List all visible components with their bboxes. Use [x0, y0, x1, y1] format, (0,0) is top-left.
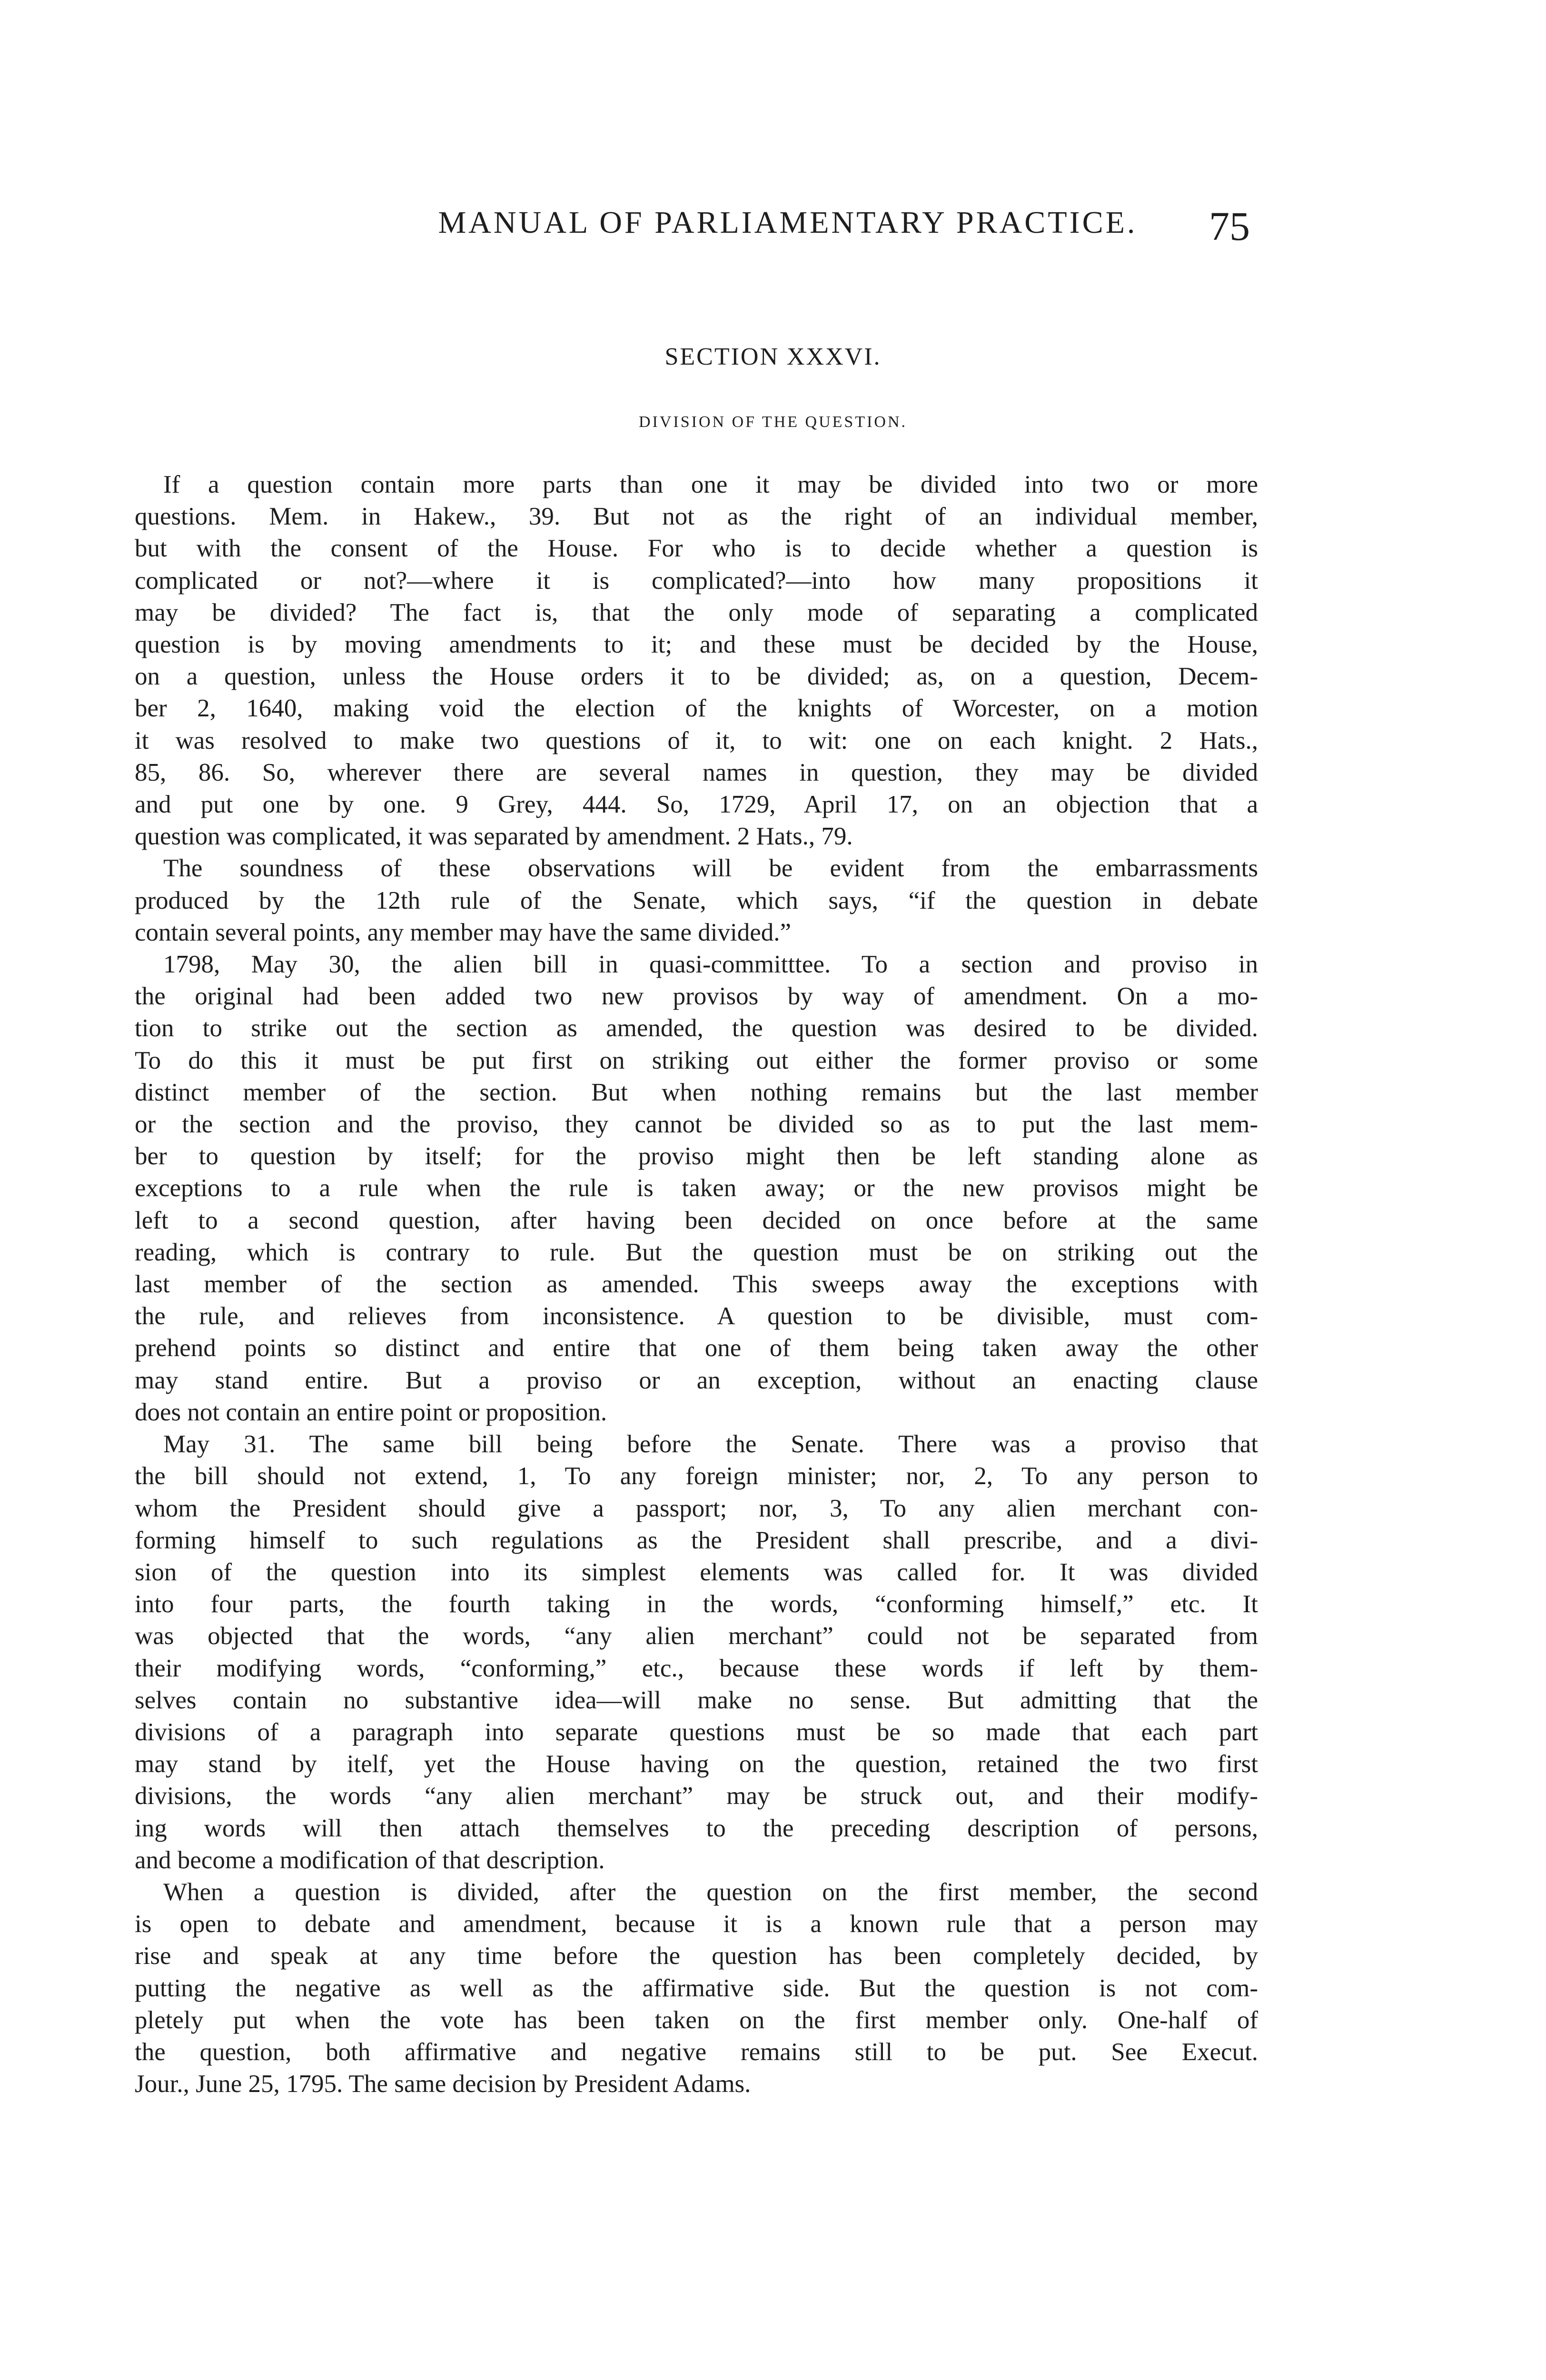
text-line: last member of the section as amended. This sweeps away the exceptions with	[135, 1270, 1258, 1299]
text-line: the question, both affirmative and negative remains still to be put. See Execut.	[135, 2038, 1258, 2066]
text-line: was objected that the words, “any alien merchant” could not be separated from	[135, 1622, 1258, 1650]
paragraph-may-31	[135, 1428, 1258, 1876]
text-line: is open to debate and amendment, because it is a known rule that a person may	[135, 1910, 1258, 1938]
text-line: contain several points, any member may have the same divided.”	[135, 918, 792, 946]
text-line: ber to question by itself; for the proviso might then be left standing alone as	[135, 1142, 1258, 1170]
text-line: may stand by itelf, yet the House having on the question, retained the two first	[135, 1750, 1258, 1778]
text-line: into four parts, the fourth taking in the words, “conforming himself,” etc. It	[135, 1590, 1258, 1618]
text-line: their modifying words, “conforming,” etc., because these words if left by them-	[135, 1654, 1258, 1682]
text-line: putting the negative as well as the affirmative side. But the question is not com-	[135, 1974, 1258, 2002]
section-subtitle: DIVISION OF THE QUESTION.	[638, 413, 907, 431]
text-line: forming himself to such regulations as the President shall prescribe, and a divi-	[135, 1526, 1258, 1554]
text-line: the bill should not extend, 1, To any foreign minister; nor, 2, To any person to	[135, 1462, 1258, 1490]
running-title: MANUAL OF PARLIAMENTARY PRACTICE.	[438, 205, 1138, 240]
text-line: does not contain an entire point or proposition.	[135, 1398, 607, 1426]
text-line: the original had been added two new provisos by way of amendment. On a mo-	[135, 982, 1258, 1011]
text-line: divisions, the words “any alien merchant” may be struck out, and their modify-	[135, 1782, 1258, 1810]
text-line: When a question is divided, after the question on the first member, the second	[163, 1878, 1258, 1906]
text-line: on a question, unless the House orders it to be divided; as, on a question, Decem-	[135, 663, 1258, 691]
text-line: 85, 86. So, wherever there are several names in question, they may be divided	[135, 758, 1258, 786]
paragraph-divided-question	[135, 1876, 1258, 2100]
text-line: pletely put when the vote has been taken on the first member only. One-half of	[135, 2006, 1258, 2034]
text-line: Jour., June 25, 1795. The same decision by President Adams.	[135, 2070, 751, 2098]
text-line: reading, which is contrary to rule. But the question must be on striking out the	[135, 1238, 1258, 1266]
text-line: left to a second question, after having been decided on once before at the same	[135, 1206, 1258, 1234]
text-line: question is by moving amendments to it; and these must be decided by the House,	[135, 631, 1258, 659]
text-line: tion to strike out the section as amended, the question was desired to be divided.	[135, 1014, 1258, 1042]
paragraph-alien-bill-may-30	[135, 949, 1258, 1428]
text-line: the rule, and relieves from inconsistence. A question to be divisible, must com-	[135, 1302, 1258, 1330]
text-line: produced by the 12th rule of the Senate, which says, “if the question in debate	[135, 886, 1258, 914]
text-line: 1798, May 30, the alien bill in quasi-committtee. To a section and proviso in	[163, 951, 1258, 979]
text-line: may stand entire. But a proviso or an exception, without an enacting clause	[135, 1366, 1258, 1394]
paragraph-division-of-question	[135, 469, 1258, 853]
text-line: sion of the question into its simplest elements was called for. It was divided	[135, 1558, 1258, 1586]
text-line: divisions of a paragraph into separate questions must be so made that each part	[135, 1718, 1258, 1746]
text-line: prehend points so distinct and entire that one of them being taken away the other	[135, 1334, 1258, 1362]
page-number: 75	[1209, 203, 1250, 249]
text-line: rise and speak at any time before the question has been completely decided, by	[135, 1942, 1258, 1970]
text-line: complicated or not?—where it is complicated?—into how many propositions it	[135, 566, 1258, 595]
text-line: ber 2, 1640, making void the election of the knights of Worcester, on a motion	[135, 694, 1258, 723]
text-line: May 31. The same bill being before the Senate. There was a proviso that	[163, 1430, 1258, 1458]
text-line: If a question contain more parts than one it may be divided into two or more	[163, 471, 1258, 498]
text-line: exceptions to a rule when the rule is taken away; or the new provisos might be	[135, 1174, 1258, 1202]
text-line: distinct member of the section. But when nothing remains but the last member	[135, 1078, 1258, 1106]
text-line: but with the consent of the House. For who is to decide whether a question is	[135, 535, 1258, 563]
text-line: ing words will then attach themselves to the preceding description of persons,	[135, 1814, 1258, 1842]
text-line: questions. Mem. in Hakew., 39. But not as the right of an individual member,	[135, 503, 1258, 531]
text-line: To do this it must be put first on striking out either the former proviso or some	[135, 1046, 1258, 1074]
paragraph-senate-rule	[135, 853, 1258, 949]
text-line: selves contain no substantive idea—will make no sense. But admitting that the	[135, 1686, 1258, 1714]
section-title: SECTION XXXVI.	[664, 343, 882, 370]
text-line: and become a modification of that description.	[135, 1846, 605, 1874]
text-line: whom the President should give a passport; nor, 3, To any alien merchant con-	[135, 1494, 1258, 1522]
text-line: question was complicated, it was separated by amendment. 2 Hats., 79.	[135, 823, 853, 851]
text-line: or the section and the proviso, they cannot be divided so as to put the last mem-	[135, 1111, 1258, 1139]
text-line: it was resolved to make two questions of it, to wit: one on each knight. 2 Hats.,	[135, 726, 1258, 754]
text-line: may be divided? The fact is, that the only mode of separating a complicated	[135, 598, 1258, 626]
text-line: The soundness of these observations will be evident from the embarrassments	[163, 854, 1258, 883]
text-line: and put one by one. 9 Grey, 444. So, 1729, April 17, on an objection that a	[135, 791, 1258, 819]
body-text	[135, 469, 1258, 2100]
